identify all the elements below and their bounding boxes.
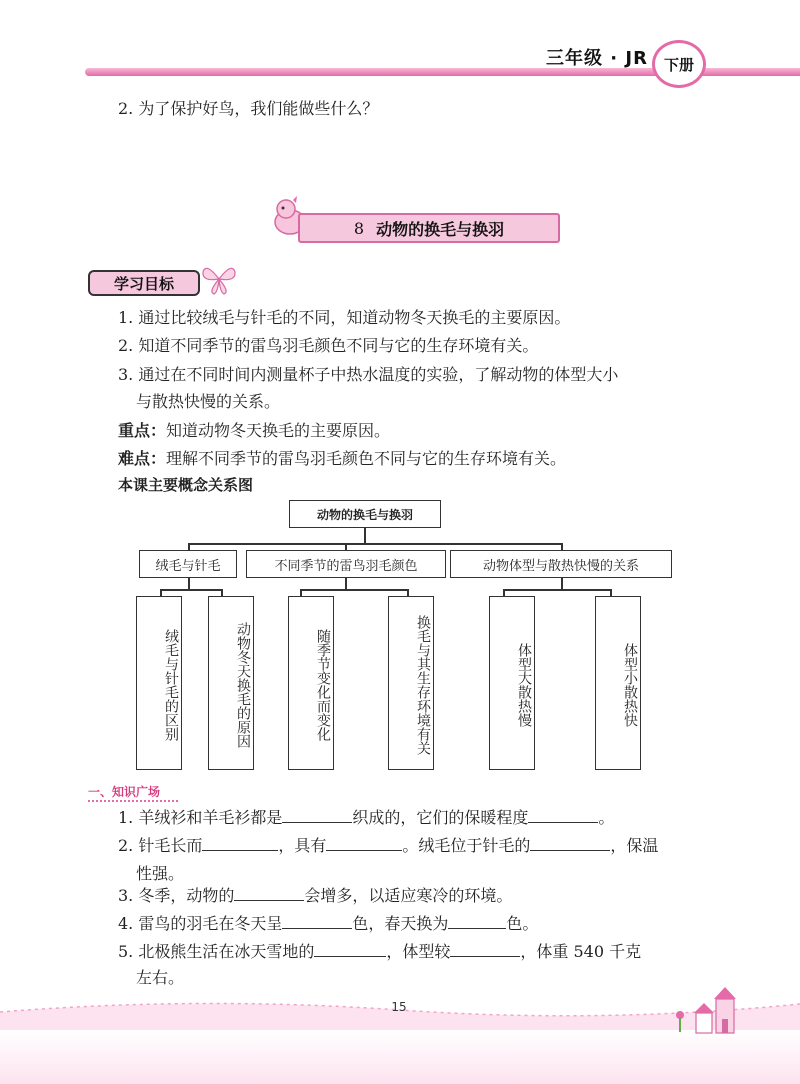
connector <box>300 589 408 591</box>
lesson-title: 动物的换毛与换羽 <box>376 219 505 239</box>
answer-blank[interactable] <box>528 807 598 823</box>
answer-blank[interactable] <box>282 807 352 823</box>
leaf-1-1: 绒毛与针毛的区别 <box>136 596 182 770</box>
answer-blank[interactable] <box>530 835 610 851</box>
volume-badge: 下册 <box>652 40 706 88</box>
butterfly-icon <box>200 262 238 296</box>
connector <box>188 543 562 545</box>
section-title: 一、知识广场 <box>88 785 161 799</box>
answer-blank[interactable] <box>234 885 304 901</box>
leaf-2-1: 随季节变化而变化 <box>288 596 334 770</box>
q2-text-d: ，保温 <box>610 836 659 855</box>
leaf-3-1: 体型大散热慢 <box>489 596 535 770</box>
castle-icon <box>670 985 750 1035</box>
footer-bar <box>0 1030 800 1084</box>
page-number: 15 <box>391 1000 407 1014</box>
q5-text-b: ，体型较 <box>386 942 451 961</box>
section-rule <box>88 800 178 802</box>
question-1 <box>118 806 614 830</box>
leaf-3-2: 体型小散热快 <box>595 596 641 770</box>
concept-map-title: 本课主要概念关系图 <box>118 476 254 494</box>
key-point-text: 知道动物冬天换毛的主要原因。 <box>166 421 391 440</box>
q1-text-c: 。 <box>598 808 615 827</box>
goal-item-1: 1. 通过比较绒毛与针毛的不同，知道动物冬天换毛的主要原因。 <box>118 308 571 327</box>
goal-item-3-cont: 与散热快慢的关系。 <box>136 392 281 411</box>
q4-text-a: 4. 雷鸟的羽毛在冬天呈 <box>118 914 283 933</box>
answer-blank[interactable] <box>448 913 506 929</box>
q4-text-b: 色，春天换为 <box>352 914 449 933</box>
concept-root: 动物的换毛与换羽 <box>289 500 441 528</box>
prev-question: 2. 为了保护好鸟，我们能做些什么？ <box>118 99 379 118</box>
branch-3: 动物体型与散热快慢的关系 <box>450 550 672 578</box>
difficulty-label: 难点： <box>118 449 167 468</box>
question-4 <box>118 912 538 936</box>
q5-text-c: ，体重 540 千克 <box>520 942 642 961</box>
key-point <box>118 420 390 442</box>
question-5-cont: 左右。 <box>136 968 185 987</box>
answer-blank[interactable] <box>326 835 402 851</box>
connector <box>364 528 366 544</box>
difficulty <box>118 448 566 470</box>
key-point-label: 重点： <box>118 421 167 440</box>
q5-text-a: 5. 北极熊生活在冰天雪地的 <box>118 942 315 961</box>
q2-text-a: 2. 针毛长而 <box>118 836 203 855</box>
q2-text-c: 。绒毛位于针毛的 <box>402 836 531 855</box>
answer-blank[interactable] <box>450 941 520 957</box>
goals-label: 学习目标 <box>88 270 200 296</box>
q3-text-a: 3. 冬季，动物的 <box>118 886 235 905</box>
q4-text-c: 色。 <box>506 914 539 933</box>
answer-blank[interactable] <box>314 941 386 957</box>
lesson-title-banner <box>298 213 560 243</box>
connector <box>160 589 222 591</box>
question-2-cont: 性强。 <box>136 864 185 883</box>
goal-item-2: 2. 知道不同季节的雷鸟羽毛颜色不同与它的生存环境有关。 <box>118 336 539 355</box>
q1-text-a: 1. 羊绒衫和羊毛衫都是 <box>118 808 283 827</box>
goal-item-3: 3. 通过在不同时间内测量杯子中热水温度的实验，了解动物的体型大小 <box>118 365 619 384</box>
difficulty-text: 理解不同季节的雷鸟羽毛颜色不同与它的生存环境有关。 <box>166 449 567 468</box>
leaf-2-2: 换毛与其生存环境有关 <box>388 596 434 770</box>
q3-text-b: 会增多，以适应寒冷的环境。 <box>304 886 513 905</box>
branch-2: 不同季节的雷鸟羽毛颜色 <box>246 550 446 578</box>
q2-text-b: ，具有 <box>278 836 327 855</box>
lesson-number: 8 <box>353 218 365 238</box>
question-5 <box>118 940 641 964</box>
answer-blank[interactable] <box>282 913 352 929</box>
question-3 <box>118 884 512 908</box>
q1-text-b: 织成的，它们的保暖程度 <box>352 808 529 827</box>
leaf-1-2: 动物冬天换毛的原因 <box>208 596 254 770</box>
header-grade: 三年级 · JR <box>546 48 648 69</box>
branch-1: 绒毛与针毛 <box>139 550 237 578</box>
question-2 <box>118 834 658 858</box>
connector <box>503 589 611 591</box>
answer-blank[interactable] <box>202 835 278 851</box>
